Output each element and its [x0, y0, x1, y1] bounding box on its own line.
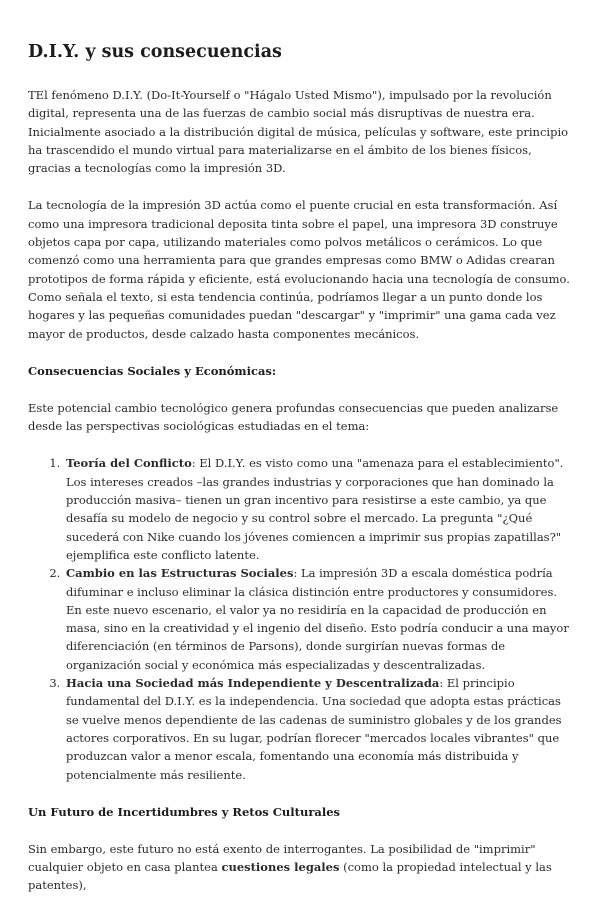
list-item-text: : La impresión 3D a escala doméstica podría difuminar e incluso eliminar la clásica distinción entre productores y consumidores. En este nuevo escenario, el valor ya no residiría en la capacidad de producción en masa, sino en la creatividad y el ingenio del diseño. Esto podría conducir a una mayor diferenciación (en términos de Parsons), donde surgirían nuevas formas de organización social y económica más especializadas y descentralizadas.	[66, 566, 569, 672]
intro-paragraph: TEl fenómeno D.I.Y. (Do-It-Yourself o "Hágalo Usted Mismo"), impulsado por la revolución digital, representa una de las fuerzas de cambio social más disruptivas de nuestra era. Inicialmente asociado a la distribución digital de música, películas y software, este principio ha trascendido el mundo virtual para materializarse en el ámbito de los bienes físicos, gracias a tecnologías como la impresión 3D.	[28, 88, 569, 176]
list-item	[64, 454, 576, 564]
document-page	[28, 40, 576, 914]
list-item-text: : El principio fundamental del D.I.Y. es la independencia. Una sociedad que adopta estas prácticas se vuelve menos dependiente de las cadenas de suministro globales y de los grandes actores corporativos. En su lugar, podrían florecer "mercados locales vibrantes" que produzcan valor a menor escala, fomentando una economía más distribuida y potencialmente más resiliente.	[66, 676, 562, 782]
list-item-label: Cambio en las Estructuras Sociales	[66, 566, 294, 581]
list-item	[64, 564, 576, 674]
list-item-text: : El D.I.Y. es visto como una "amenaza para el establecimiento". Los intereses creados –las grandes industrias y corporaciones que han dominado la producción masiva– tienen un gran incentivo para resistirse a este cambio, ya que desafía su modelo de negocio y su control sobre el mercado. La pregunta "¿Qué sucederá con Nike cuando los jóvenes comiencen a imprimir sus propias zapatillas?" ejemplifica este conflicto latente.	[66, 456, 564, 562]
list-item	[64, 674, 576, 784]
page-title: D.I.Y. y sus consecuencias	[28, 42, 282, 62]
section-heading-future: Un Futuro de Incertidumbres y Retos Culturales	[28, 804, 340, 819]
final-paragraph	[28, 840, 576, 895]
consequences-list	[28, 454, 576, 783]
tech-paragraph: La tecnología de la impresión 3D actúa como el puente crucial en esta transformación. Así como una impresora tradicional deposita tinta sobre el papel, una impresora 3D construye objetos capa por capa, utilizando materiales como polvos metálicos o cerámicos. Lo que comenzó como una herramienta para que grandes empresas como BMW o Adidas crearan prototipos de forma rápida y eficiente, está evolucionando hacia una tecnología de consumo. Como señala el texto, si esta tendencia continúa, podríamos llegar a un punto donde los hogares y las pequeñas comunidades puedan "descargar" y "imprimir" una gama cada vez mayor de productos, desde calzado hasta componentes mecánicos.	[28, 198, 570, 341]
list-item-label: Teoría del Conflicto	[66, 456, 192, 471]
section-heading-consequences: Consecuencias Sociales y Económicas:	[28, 363, 277, 378]
final-paragraph-text-start: Sin embargo, este futuro no está exento de interrogantes. La posibilidad de "imprimir" cualquier objeto en casa plantea	[28, 841, 536, 875]
final-paragraph-bold-term: cuestiones legales	[221, 860, 340, 875]
list-item-label: Hacia una Sociedad más Independiente y Descentralizada	[66, 676, 440, 691]
final-paragraph-text-end: (como la propiedad intelectual y las patentes),	[28, 860, 552, 893]
section-intro-paragraph: Este potencial cambio tecnológico genera profundas consecuencias que pueden analizarse desde las perspectivas sociológicas estudiadas en el tema:	[28, 400, 559, 434]
